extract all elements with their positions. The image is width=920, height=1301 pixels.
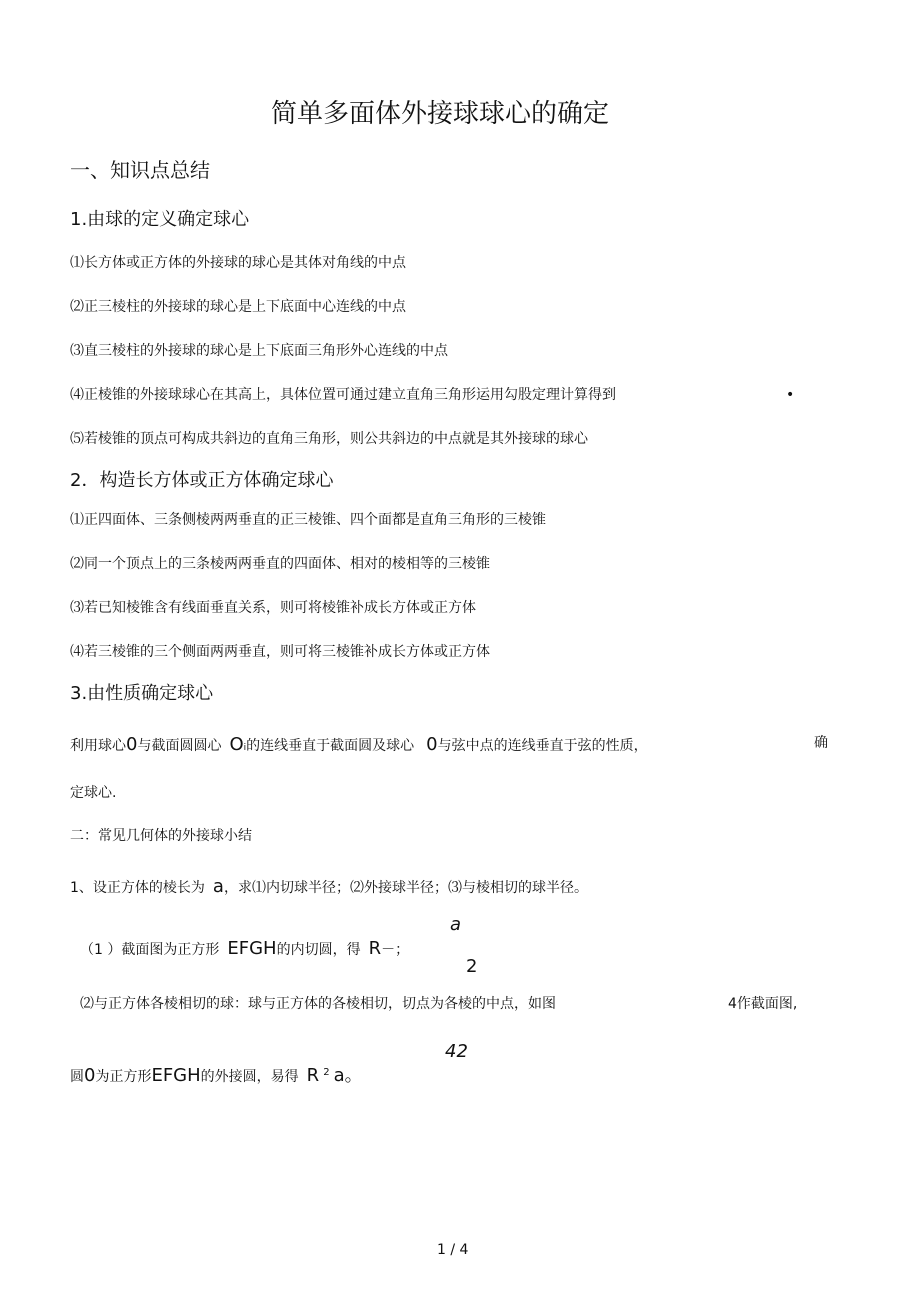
section-heading-1: 一、知识点总结 <box>70 158 210 182</box>
symbol-o: 0 <box>426 734 438 755</box>
variable-r: R <box>306 1065 320 1086</box>
list-item: ⑴长方体或正方体的外接球的球心是其体对角线的中点 <box>70 255 406 271</box>
trailing-dot: • <box>786 387 795 403</box>
text-run: 与弦中点的连线垂直于弦的性质， <box>437 738 648 754</box>
list-item: ⑵正三棱柱的外接球的球心是上下底面中心连线的中点 <box>70 299 406 315</box>
text-run: a。 <box>333 1065 363 1086</box>
text-run: 确 <box>814 735 828 751</box>
list-item: ⑶若已知棱锥含有线面垂直关系，则可将棱锥补成长方体或正方体 <box>70 600 476 616</box>
solution-line <box>70 1067 363 1085</box>
text-run: 作截面图, <box>736 996 798 1012</box>
list-item: ⑵同一个顶点上的三条棱两两垂直的四面体、相对的棱相等的三棱锥 <box>70 556 490 572</box>
solution-line: ⑵与正方体各棱相切的球：球与正方体的各棱相切，切点为各棱的中点，如图 <box>80 996 556 1012</box>
page-number: 1 / 4 <box>437 1242 469 1258</box>
fraction-numerator: a <box>450 914 462 935</box>
text-run: EFGH <box>151 1065 201 1086</box>
variable-r: R <box>368 938 382 959</box>
list-item: ⑴正四面体、三条侧棱两两垂直的正三棱锥、四个面都是直角三角形的三棱锥 <box>70 512 546 528</box>
subsection-heading-1: 1.由球的定义确定球心 <box>70 209 250 230</box>
text-run: 的外接圆，易得 <box>200 1069 299 1085</box>
text-run: （1 ）截面图为正方形 <box>80 942 220 958</box>
text-run: 圆 <box>70 1069 84 1085</box>
list-item: ⑶直三棱柱的外接球的球心是上下底面三角形外心连线的中点 <box>70 343 448 359</box>
subsection-heading-2: 2．构造长方体或正方体确定球心 <box>70 470 334 491</box>
solution-line <box>80 940 409 958</box>
text-run: 的连线垂直于截面圆及球心 <box>246 738 415 754</box>
fraction-denominator: 2 <box>466 956 478 977</box>
superscript: 2 <box>323 1067 330 1078</box>
text-run: 1、设正方体的棱长为 <box>70 880 205 896</box>
problem-statement <box>70 878 588 896</box>
text-run: 利用球心 <box>70 738 126 754</box>
paragraph-line: 定球心. <box>70 785 117 801</box>
text-run: 为正方形 <box>95 1069 152 1085</box>
symbol-o: O <box>229 734 244 755</box>
section-heading-2: 二：常见几何体的外接球小结 <box>70 828 252 844</box>
text-run: 4 <box>728 996 737 1012</box>
text-run: EFGH <box>227 938 277 959</box>
list-item: ⑸若棱锥的顶点可构成共斜边的直角三角形，则公共斜边的中点就是其外接球的球心 <box>70 431 588 447</box>
text-run: 与截面圆圆心 <box>137 738 222 754</box>
symbol-o: 0 <box>126 734 138 755</box>
document-title: 简单多面体外接球球心的确定 <box>271 99 610 129</box>
subsection-heading-3: 3.由性质确定球心 <box>70 683 214 704</box>
text-run: －； <box>381 942 410 958</box>
text-run: ，求⑴内切球半径；⑵外接球半径；⑶与棱相切的球半径。 <box>223 880 588 896</box>
paragraph-line <box>70 736 648 754</box>
list-item: ⑷若三棱锥的三个侧面两两垂直，则可将三棱锥补成长方体或正方体 <box>70 644 490 660</box>
fraction-numerator: 42 <box>445 1041 468 1062</box>
solution-line <box>728 997 797 1011</box>
symbol-o: 0 <box>84 1065 96 1086</box>
variable-a: a <box>212 876 224 897</box>
text-run: 的内切圆，得 <box>276 942 361 958</box>
subscript: i <box>243 743 247 753</box>
list-item: ⑷正棱锥的外接球球心在其高上，具体位置可通过建立直角三角形运用勾股定理计算得到 <box>70 387 616 403</box>
